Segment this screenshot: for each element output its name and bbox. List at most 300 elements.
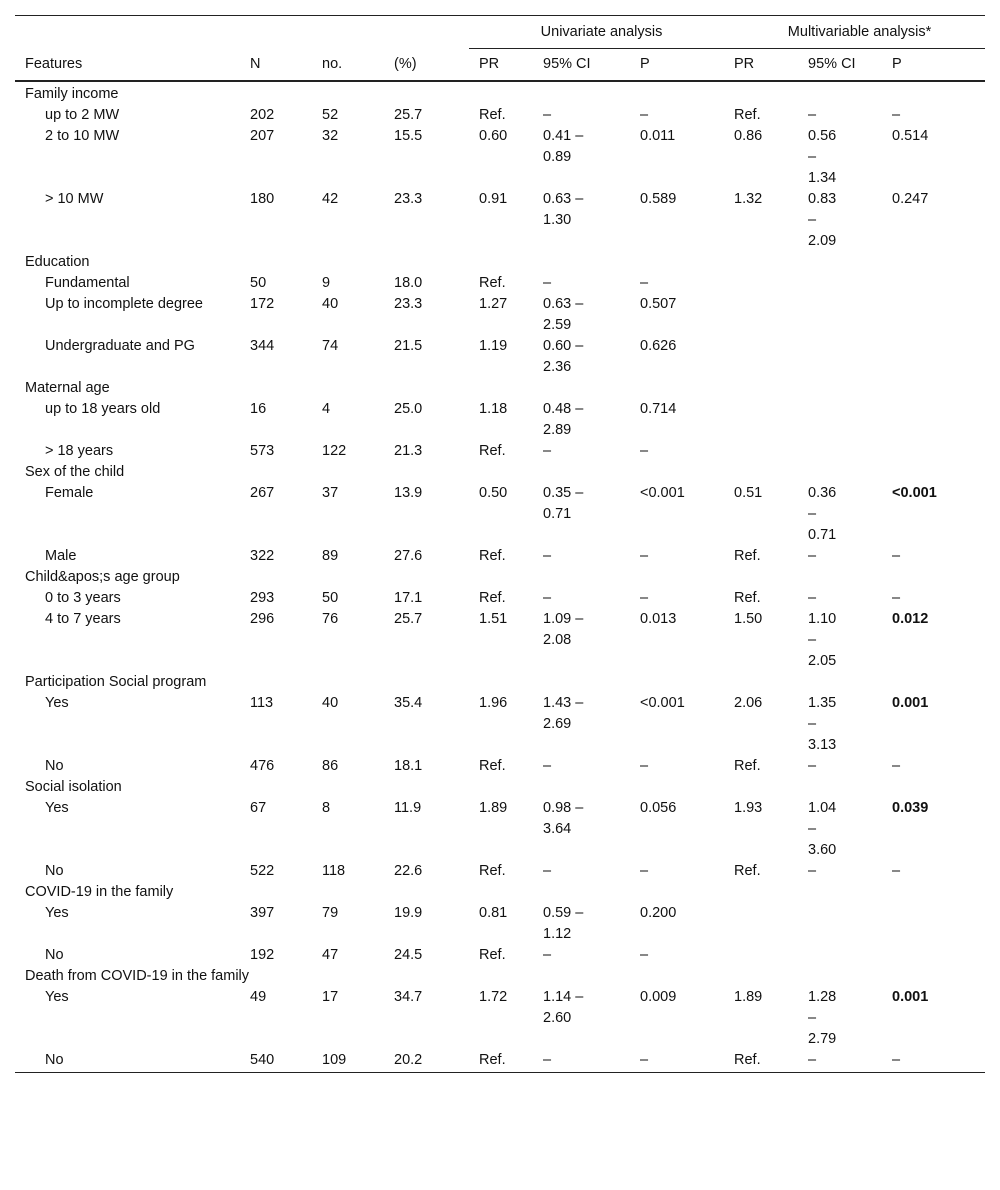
- uni-p-cell: –: [640, 758, 649, 774]
- pct-cell: 23.3: [394, 191, 423, 207]
- multi-p-cell: 0.039: [892, 800, 929, 816]
- uni-pr-cell: [469, 252, 543, 273]
- pct-cell: [394, 567, 469, 588]
- n-cell: 540: [250, 1050, 322, 1073]
- pct-cell: 22.6: [394, 863, 423, 879]
- pct-cell: 23.3: [394, 296, 423, 312]
- multi-p-cell: –: [892, 107, 901, 123]
- col-header-multi-ci: 95% CI: [808, 49, 892, 82]
- no-cell: [322, 81, 394, 105]
- n-cell: 522: [250, 863, 275, 879]
- multi-p-cell: [892, 966, 985, 987]
- multi-ci-cell: –: [808, 590, 817, 606]
- no-cell: 4: [322, 401, 331, 417]
- pct-cell: [394, 252, 469, 273]
- feature-label: Yes: [45, 695, 69, 711]
- feature-label: No: [45, 758, 64, 774]
- multi-ci-cell: –: [808, 863, 817, 879]
- multi-ci-cell: [808, 882, 892, 903]
- multi-ci-cell: [808, 273, 892, 294]
- multi-pr-cell: 1.32: [734, 191, 763, 207]
- uni-pr-cell: 1.27: [479, 296, 508, 312]
- table-row: [15, 336, 985, 378]
- n-cell: 397: [250, 905, 275, 921]
- feature-label: 0 to 3 years: [45, 590, 121, 606]
- multi-pr-cell: 1.50: [734, 611, 763, 627]
- multi-p-cell: 0.514: [892, 128, 929, 144]
- no-cell: 118: [322, 863, 346, 879]
- pct-cell: 27.6: [394, 548, 423, 564]
- table-row: [15, 609, 985, 672]
- multi-pr-cell: [734, 966, 808, 987]
- multi-p-cell: –: [892, 548, 901, 564]
- multi-pr-cell: 0.86: [734, 128, 763, 144]
- pct-cell: [394, 378, 469, 399]
- uni-p-cell: [640, 252, 734, 273]
- uni-p-cell: [640, 81, 734, 105]
- multi-ci-cell: [808, 441, 892, 462]
- uni-pr-cell: 0.60: [479, 128, 508, 144]
- feature-label: 4 to 7 years: [45, 611, 121, 627]
- pct-cell: [394, 966, 469, 987]
- results-table-container: [15, 15, 985, 1073]
- no-cell: 17: [322, 989, 339, 1005]
- n-cell: [250, 462, 322, 483]
- uni-ci-cell: [543, 882, 640, 903]
- pct-cell: 25.7: [394, 107, 423, 123]
- multi-pr-cell: [734, 777, 808, 798]
- multi-pr-cell: 0.51: [734, 485, 763, 501]
- uni-p-cell: –: [640, 107, 649, 123]
- no-cell: [322, 567, 394, 588]
- uni-pr-cell: 1.96: [479, 695, 508, 711]
- feature-label: Fundamental: [45, 275, 130, 291]
- uni-pr-cell: [469, 81, 543, 105]
- pct-cell: [394, 777, 469, 798]
- col-header-features: Features: [15, 49, 250, 82]
- uni-ci-cell: [543, 672, 640, 693]
- multi-p-cell: <0.001: [892, 485, 937, 501]
- uni-ci-cell: 0.59 – 1.12: [543, 905, 584, 942]
- no-cell: 122: [322, 443, 347, 459]
- multi-ci-cell: [808, 378, 892, 399]
- n-cell: 344: [250, 338, 275, 354]
- header-blank: [250, 16, 322, 49]
- multi-p-cell: 0.012: [892, 611, 929, 627]
- multi-pr-cell: [734, 945, 808, 966]
- multi-pr-cell: [734, 672, 808, 693]
- multi-ci-cell: 0.83 – 2.09: [808, 191, 837, 249]
- multi-p-cell: [892, 567, 985, 588]
- col-header-uni-ci: 95% CI: [543, 49, 640, 82]
- multi-p-cell: –: [892, 590, 901, 606]
- col-header-uni-p: P: [640, 49, 734, 82]
- multi-p-cell: [892, 672, 985, 693]
- multi-p-cell: [892, 399, 985, 441]
- uni-ci-cell: [543, 462, 640, 483]
- feature-label: Yes: [45, 989, 69, 1005]
- uni-pr-cell: 0.81: [479, 905, 508, 921]
- uni-ci-cell: [543, 81, 640, 105]
- multi-p-cell: [892, 945, 985, 966]
- n-cell: 573: [250, 443, 275, 459]
- uni-pr-cell: 1.51: [479, 611, 508, 627]
- multi-p-cell: [892, 441, 985, 462]
- multi-p-cell: [892, 252, 985, 273]
- no-cell: 40: [322, 296, 339, 312]
- uni-p-cell: 0.714: [640, 401, 677, 417]
- col-header-uni-pr: PR: [469, 49, 543, 82]
- feature-label: 2 to 10 MW: [45, 128, 120, 144]
- multi-p-cell: 0.001: [892, 989, 929, 1005]
- multi-p-cell: 0.001: [892, 695, 929, 711]
- uni-ci-cell: 0.48 – 2.89: [543, 401, 584, 438]
- no-cell: [322, 672, 394, 693]
- multi-p-cell: –: [892, 863, 901, 879]
- uni-ci-cell: –: [543, 758, 552, 774]
- uni-pr-cell: Ref.: [479, 863, 506, 879]
- category-row: [15, 882, 985, 903]
- multi-ci-cell: [808, 399, 892, 441]
- uni-pr-cell: [469, 672, 543, 693]
- n-cell: [250, 882, 322, 903]
- no-cell: 86: [322, 758, 339, 774]
- uni-pr-cell: [469, 966, 543, 987]
- n-cell: [250, 252, 322, 273]
- feature-label: Yes: [45, 800, 69, 816]
- multi-pr-cell: Ref.: [734, 863, 761, 879]
- multi-ci-cell: [808, 294, 892, 336]
- feature-label: Yes: [45, 905, 69, 921]
- table-body: [15, 81, 985, 1073]
- multi-p-cell: [892, 273, 985, 294]
- uni-ci-cell: –: [543, 1050, 640, 1073]
- n-cell: 49: [250, 989, 267, 1005]
- no-cell: 50: [322, 590, 339, 606]
- category-row: [15, 252, 985, 273]
- uni-ci-cell: –: [543, 275, 552, 291]
- multi-ci-cell: 1.28 – 2.79: [808, 989, 837, 1047]
- multi-pr-cell: [734, 81, 808, 105]
- uni-p-cell: 0.589: [640, 191, 677, 207]
- n-cell: 322: [250, 548, 275, 564]
- no-cell: 40: [322, 695, 339, 711]
- uni-ci-cell: –: [543, 947, 552, 963]
- multi-pr-cell: Ref.: [734, 107, 761, 123]
- category-label: Child&apos;s age group: [25, 569, 180, 585]
- category-row: [15, 777, 985, 798]
- multi-p-cell: [892, 81, 985, 105]
- multi-pr-cell: Ref.: [734, 548, 761, 564]
- no-cell: 79: [322, 905, 339, 921]
- multi-ci-cell: 0.56 – 1.34: [808, 128, 837, 186]
- table-row: [15, 126, 985, 189]
- uni-pr-cell: Ref.: [479, 548, 506, 564]
- multi-ci-cell: 0.36 – 0.71: [808, 485, 837, 543]
- no-cell: 89: [322, 548, 339, 564]
- univariate-group-header: Univariate analysis: [469, 16, 734, 49]
- table-row: [15, 756, 985, 777]
- category-row: [15, 567, 985, 588]
- uni-pr-cell: Ref.: [479, 275, 506, 291]
- category-label: Participation Social program: [25, 674, 207, 690]
- multi-ci-cell: [808, 462, 892, 483]
- pct-cell: 21.5: [394, 338, 423, 354]
- multi-ci-cell: –: [808, 107, 817, 123]
- feature-label: > 10 MW: [45, 191, 104, 207]
- uni-p-cell: –: [640, 590, 649, 606]
- multi-p-cell: [892, 336, 985, 378]
- uni-ci-cell: [543, 567, 640, 588]
- uni-p-cell: 0.009: [640, 989, 677, 1005]
- multi-p-cell: [892, 777, 985, 798]
- header-blank: [322, 16, 394, 49]
- multi-ci-cell: [808, 966, 892, 987]
- multi-ci-cell: –: [808, 1050, 892, 1073]
- multi-pr-cell: Ref.: [734, 590, 761, 606]
- uni-p-cell: [640, 567, 734, 588]
- uni-ci-cell: –: [543, 590, 552, 606]
- no-cell: 9: [322, 275, 331, 291]
- uni-p-cell: [640, 462, 734, 483]
- uni-ci-cell: [543, 966, 640, 987]
- uni-p-cell: 0.507: [640, 296, 677, 312]
- table-row: [15, 798, 985, 861]
- pct-cell: 21.3: [394, 443, 423, 459]
- no-cell: 8: [322, 800, 331, 816]
- uni-pr-cell: Ref.: [479, 947, 506, 963]
- uni-ci-cell: –: [543, 548, 552, 564]
- category-row: [15, 462, 985, 483]
- multi-pr-cell: Ref.: [734, 758, 761, 774]
- table-row: [15, 693, 985, 756]
- n-cell: 67: [250, 800, 267, 816]
- uni-pr-cell: 1.89: [479, 800, 508, 816]
- feature-label: No: [45, 863, 64, 879]
- uni-pr-cell: [469, 567, 543, 588]
- multi-p-cell: [892, 903, 985, 945]
- multi-p-cell: [892, 882, 985, 903]
- feature-label: Up to incomplete degree: [45, 296, 203, 312]
- uni-ci-cell: [543, 252, 640, 273]
- pct-cell: 11.9: [394, 800, 422, 816]
- no-cell: [322, 462, 394, 483]
- uni-pr-cell: Ref.: [479, 758, 506, 774]
- uni-ci-cell: [543, 777, 640, 798]
- uni-ci-cell: 0.63 – 2.59: [543, 296, 584, 333]
- uni-ci-cell: 0.35 – 0.71: [543, 485, 584, 522]
- multi-p-cell: [892, 294, 985, 336]
- multi-p-cell: [892, 378, 985, 399]
- no-cell: 74: [322, 338, 339, 354]
- multi-pr-cell: [734, 567, 808, 588]
- table-row: [15, 987, 985, 1050]
- table-row: [15, 903, 985, 945]
- pct-cell: 17.1: [394, 590, 423, 606]
- uni-pr-cell: [469, 378, 543, 399]
- multi-ci-cell: [808, 336, 892, 378]
- multi-p-cell: [892, 462, 985, 483]
- multi-ci-cell: 1.04 – 3.60: [808, 800, 837, 858]
- category-label: Death from COVID-19 in the family: [25, 968, 250, 984]
- multi-pr-cell: 2.06: [734, 695, 763, 711]
- n-cell: [250, 672, 322, 693]
- pct-cell: 24.5: [394, 947, 423, 963]
- uni-p-cell: <0.001: [640, 485, 685, 501]
- table-row: [15, 945, 985, 966]
- uni-pr-cell: 0.91: [479, 191, 508, 207]
- uni-p-cell: [640, 378, 734, 399]
- uni-ci-cell: 0.41 – 0.89: [543, 128, 584, 165]
- no-cell: [322, 378, 394, 399]
- uni-ci-cell: 0.60 – 2.36: [543, 338, 584, 375]
- feature-label: No: [15, 1050, 250, 1073]
- category-label: COVID-19 in the family: [25, 884, 174, 900]
- uni-pr-cell: [469, 777, 543, 798]
- multi-ci-cell: [808, 777, 892, 798]
- multi-pr-cell: [734, 378, 808, 399]
- uni-p-cell: 0.056: [640, 800, 677, 816]
- uni-ci-cell: 1.14 – 2.60: [543, 989, 584, 1026]
- pct-cell: 13.9: [394, 485, 423, 501]
- feature-label: No: [45, 947, 64, 963]
- results-table: [15, 15, 985, 1073]
- pct-cell: [394, 882, 469, 903]
- multi-pr-cell: [734, 399, 808, 441]
- category-row: [15, 378, 985, 399]
- uni-ci-cell: –: [543, 107, 552, 123]
- uni-p-cell: [640, 777, 734, 798]
- multi-ci-cell: [808, 903, 892, 945]
- uni-pr-cell: [469, 882, 543, 903]
- category-label: Family income: [25, 86, 119, 102]
- table-row: [15, 189, 985, 252]
- multi-ci-cell: –: [808, 758, 817, 774]
- multi-ci-cell: [808, 252, 892, 273]
- pct-cell: 35.4: [394, 695, 423, 711]
- category-label: Social isolation: [25, 779, 122, 795]
- uni-pr-cell: 0.50: [479, 485, 508, 501]
- pct-cell: 34.7: [394, 989, 423, 1005]
- multi-pr-cell: [734, 462, 808, 483]
- no-cell: 32: [322, 128, 339, 144]
- table-row: [15, 483, 985, 546]
- uni-p-cell: <0.001: [640, 695, 685, 711]
- multi-ci-cell: [808, 567, 892, 588]
- multi-pr-cell: [734, 273, 808, 294]
- col-header-multi-p: P: [892, 49, 985, 82]
- n-cell: 267: [250, 485, 275, 501]
- multi-p-cell: 0.247: [892, 191, 929, 207]
- uni-pr-cell: 1.18: [479, 401, 508, 417]
- table-row: [15, 861, 985, 882]
- no-cell: 47: [322, 947, 339, 963]
- multivariable-group-header: Multivariable analysis*: [734, 16, 985, 49]
- uni-pr-cell: Ref.: [469, 1050, 543, 1073]
- uni-p-cell: [640, 672, 734, 693]
- uni-pr-cell: 1.72: [479, 989, 508, 1005]
- pct-cell: 18.1: [394, 758, 423, 774]
- pct-cell: [394, 672, 469, 693]
- header-blank: [394, 16, 469, 49]
- multi-pr-cell: 1.93: [734, 800, 763, 816]
- category-row: [15, 672, 985, 693]
- category-row: [15, 81, 985, 105]
- no-cell: [322, 252, 394, 273]
- uni-ci-cell: [543, 378, 640, 399]
- multi-pr-cell: [734, 882, 808, 903]
- feature-label: up to 18 years old: [45, 401, 161, 417]
- uni-p-cell: 0.200: [640, 905, 677, 921]
- multi-ci-cell: 1.35 – 3.13: [808, 695, 837, 753]
- feature-label: > 18 years: [45, 443, 114, 459]
- header-blank: [15, 16, 250, 49]
- n-cell: 172: [250, 296, 275, 312]
- feature-label: Female: [45, 485, 94, 501]
- multi-pr-cell: [734, 252, 808, 273]
- no-cell: [322, 777, 394, 798]
- table-row: [15, 1050, 985, 1073]
- uni-p-cell: –: [640, 863, 649, 879]
- no-cell: 52: [322, 107, 339, 123]
- uni-ci-cell: 0.98 – 3.64: [543, 800, 584, 837]
- uni-pr-cell: [469, 462, 543, 483]
- pct-cell: 19.9: [394, 905, 423, 921]
- n-cell: [250, 567, 322, 588]
- table-row: [15, 273, 985, 294]
- multi-pr-cell: [734, 336, 808, 378]
- n-cell: 113: [250, 695, 274, 711]
- n-cell: 296: [250, 611, 275, 627]
- col-header-no: no.: [322, 49, 394, 82]
- multi-ci-cell: [808, 81, 892, 105]
- table-row: [15, 294, 985, 336]
- no-cell: 37: [322, 485, 339, 501]
- multi-pr-cell: [734, 903, 808, 945]
- n-cell: 50: [250, 275, 267, 291]
- pct-cell: 20.2: [394, 1050, 469, 1073]
- uni-pr-cell: Ref.: [479, 107, 506, 123]
- uni-pr-cell: 1.19: [479, 338, 508, 354]
- category-label: Sex of the child: [25, 464, 125, 480]
- multi-ci-cell: [808, 672, 892, 693]
- n-cell: [250, 966, 322, 987]
- uni-ci-cell: 0.63 – 1.30: [543, 191, 584, 228]
- n-cell: [250, 81, 322, 105]
- table-row: [15, 105, 985, 126]
- uni-p-cell: [640, 882, 734, 903]
- pct-cell: [394, 462, 469, 483]
- category-row: [15, 966, 985, 987]
- n-cell: 476: [250, 758, 275, 774]
- multi-p-cell: –: [892, 758, 901, 774]
- uni-pr-cell: Ref.: [479, 590, 506, 606]
- n-cell: 202: [250, 107, 275, 123]
- uni-p-cell: 0.013: [640, 611, 677, 627]
- multi-ci-cell: 1.10 – 2.05: [808, 611, 837, 669]
- table-row: [15, 399, 985, 441]
- feature-label: up to 2 MW: [45, 107, 120, 123]
- uni-ci-cell: –: [543, 863, 552, 879]
- n-cell: [250, 378, 322, 399]
- table-row: [15, 588, 985, 609]
- multi-ci-cell: [808, 945, 892, 966]
- uni-p-cell: 0.626: [640, 338, 677, 354]
- col-header-multi-pr: PR: [734, 49, 808, 82]
- uni-p-cell: –: [640, 1050, 734, 1073]
- n-cell: 293: [250, 590, 275, 606]
- col-header-pct: (%): [394, 49, 469, 82]
